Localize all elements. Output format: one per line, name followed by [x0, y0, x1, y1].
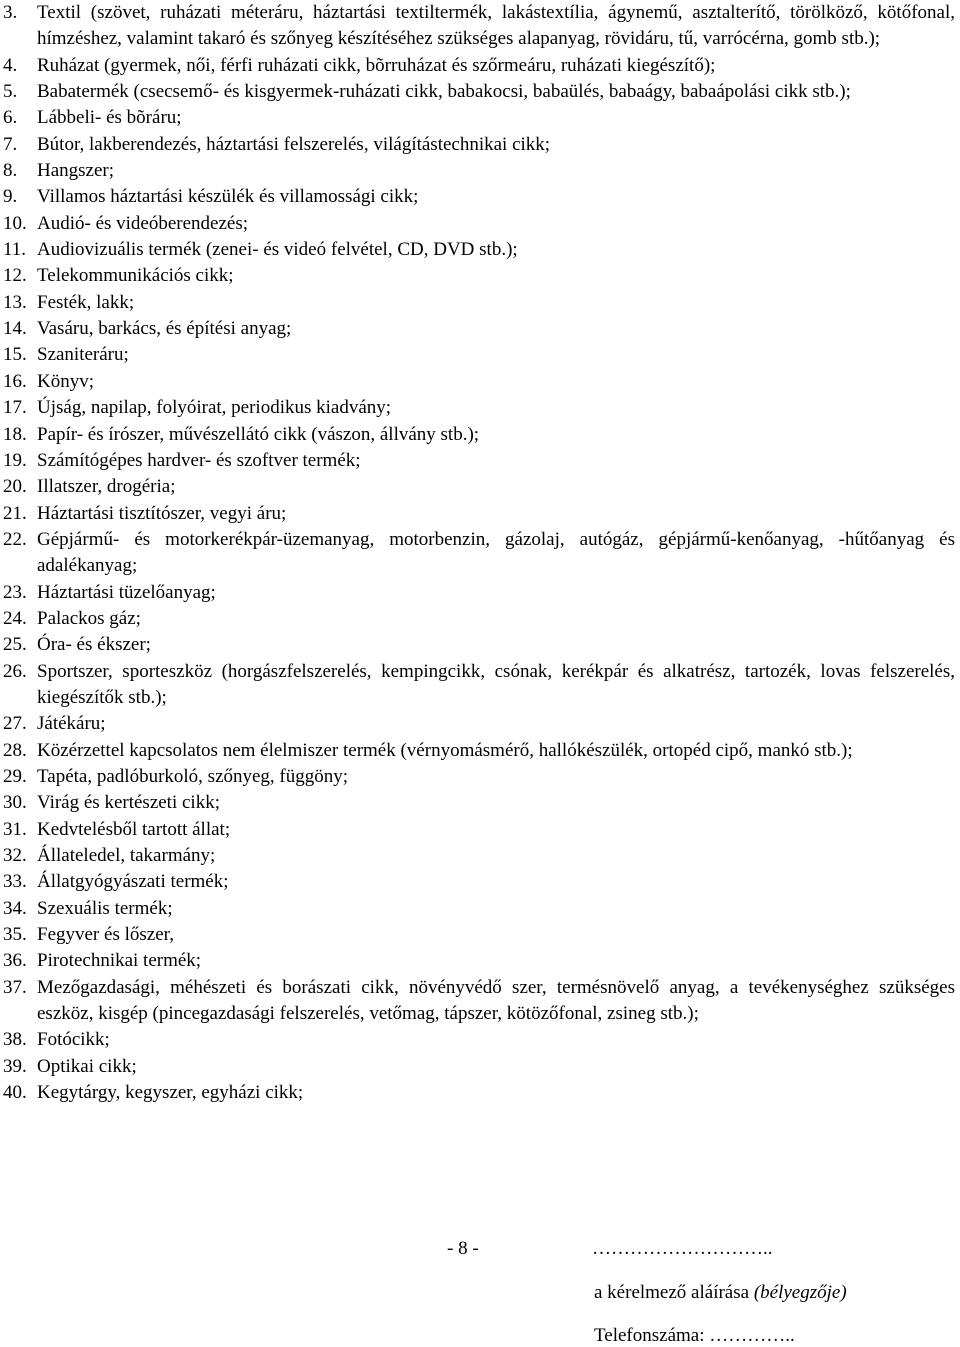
- list-item: [0, 1080, 960, 1106]
- list-item: [0, 369, 960, 395]
- list-item: [0, 948, 960, 974]
- list-item-number: 15.: [3, 344, 27, 366]
- list-item-text: Háztartási tisztítószer, vegyi áru;: [37, 502, 287, 524]
- list-item-text: Gépjármű- és motorkerékpár-üzemanyag, motorbenzin, gázolaj, autógáz, gépjármű-kenőanyag, -hűtőanyag és adalékanyag;: [37, 528, 955, 577]
- list-item-number: 23.: [3, 581, 27, 603]
- list-item-number: 19.: [3, 449, 27, 471]
- list-item-number: 10.: [3, 212, 27, 234]
- list-item-text: Játékáru;: [37, 713, 106, 735]
- list-item-text: Háztartási tüzelőanyag;: [37, 581, 216, 603]
- list-item-text: Optikai cikk;: [37, 1055, 137, 1077]
- list-item: [0, 790, 960, 816]
- list-item-text: Számítógépes hardver- és szoftver termék;: [37, 449, 361, 471]
- list-item-text: Könyv;: [37, 370, 94, 392]
- list-item-text: Óra- és ékszer;: [37, 634, 151, 656]
- list-item-text: Állatgyógyászati termék;: [37, 871, 229, 893]
- list-item-number: 21.: [3, 502, 27, 524]
- list-item-number: 28.: [3, 739, 27, 761]
- list-item: [0, 132, 960, 158]
- list-item-number: 16.: [3, 370, 27, 392]
- list-item: [0, 975, 960, 1028]
- list-item: [0, 869, 960, 895]
- list-item: [0, 659, 960, 712]
- list-item-number: 6.: [3, 107, 18, 129]
- list-item-text: Babatermék (csecsemő- és kisgyermek-ruházati cikk, babakocsi, babaülés, babaágy, babaápolási cikk stb.);: [37, 81, 851, 103]
- list-item: [0, 448, 960, 474]
- list-item-text: Illatszer, drogéria;: [37, 476, 176, 498]
- list-item-text: Kedvtelésből tartott állat;: [37, 818, 231, 840]
- list-item-number: 5.: [3, 81, 18, 103]
- list-item-text: Fegyver és lőszer,: [37, 924, 174, 946]
- list-item: [0, 290, 960, 316]
- list-item: [0, 211, 960, 237]
- list-item-text: Audió- és videóberendezés;: [37, 212, 249, 234]
- list-item-number: 36.: [3, 950, 27, 972]
- list-item-text: Szexuális termék;: [37, 897, 173, 919]
- list-item-number: 20.: [3, 476, 27, 498]
- list-item: [0, 606, 960, 632]
- list-item-text: Virág és kertészeti cikk;: [37, 792, 220, 814]
- list-item-number: 39.: [3, 1055, 27, 1077]
- list-item-number: 40.: [3, 1082, 27, 1104]
- list-item-text: Állateledel, takarmány;: [37, 845, 216, 866]
- stamp-label: (bélyegzője): [753, 1282, 847, 1303]
- list-item-text: Telekommunikációs cikk;: [37, 265, 234, 287]
- list-item: [0, 580, 960, 606]
- signature-line: ………………………..: [592, 1238, 773, 1259]
- list-item-number: 27.: [3, 713, 27, 735]
- list-item-text: Sportszer, sporteszköz (horgászfelszerelés, kempingcikk, csónak, kerékpár és alkatrész, tartozék, lovas felszerelés, kiegészítők stb.);: [37, 660, 955, 708]
- list-item-text: Hangszer;: [37, 160, 115, 182]
- list-item-number: 32.: [3, 845, 27, 866]
- list-item: [0, 527, 960, 580]
- list-item: [0, 896, 960, 922]
- page-number: - 8 -: [447, 1238, 479, 1259]
- list-item: [0, 316, 960, 342]
- signature-caption: [594, 1280, 847, 1306]
- list-item-text: Palackos gáz;: [37, 607, 141, 629]
- list-item: [0, 79, 960, 105]
- list-item-number: 26.: [3, 660, 27, 682]
- list-item: [0, 817, 960, 843]
- list-item-number: 18.: [3, 423, 27, 445]
- list-item-text: Ruházat (gyermek, női, férfi ruházati cikk, bõrruházat és szőrmeáru, ruházati kiegészítő);: [37, 54, 716, 76]
- list-item: [0, 843, 960, 869]
- list-item-number: 29.: [3, 765, 27, 787]
- list-item-number: 33.: [3, 871, 27, 893]
- list-item: [0, 422, 960, 448]
- list-item-text: Mezőgazdasági, méhészeti és borászati cikk, növényvédő szer, termésnövelő anyag, a tevékenységhez szükséges eszköz, kisgép (pincegazdasági felszerelés, vetőmag, tápszer, kötözőfonal, zsineg stb.);: [37, 976, 955, 1025]
- list-item-number: 37.: [3, 976, 27, 998]
- list-item: [0, 105, 960, 131]
- list-item-number: 14.: [3, 318, 27, 340]
- list-item: [0, 711, 960, 737]
- list-item-text: Festék, lakk;: [37, 291, 135, 313]
- list-item-number: 4.: [3, 54, 18, 76]
- phone-field: Telefonszáma: …………..: [594, 1325, 795, 1346]
- list-item-number: 24.: [3, 607, 27, 629]
- list-item: [0, 922, 960, 948]
- list-item-number: 13.: [3, 291, 27, 313]
- list-item-number: 30.: [3, 792, 27, 814]
- list-item-number: 31.: [3, 818, 27, 840]
- list-item-number: 25.: [3, 634, 27, 656]
- list-item-number: 3.: [3, 2, 18, 23]
- list-item-text: Lábbeli- és bõráru;: [37, 107, 182, 129]
- list-item: [0, 0, 960, 53]
- list-item: [0, 237, 960, 263]
- signature-label: a kérelmező aláírása: [594, 1282, 750, 1303]
- list-item-text: Villamos háztartási készülék és villamossági cikk;: [37, 186, 419, 208]
- list-item-text: Szaniteráru;: [37, 344, 129, 366]
- list-item-number: 22.: [3, 528, 27, 550]
- list-item: [0, 184, 960, 210]
- list-item: [0, 395, 960, 421]
- list-item: [0, 158, 960, 184]
- list-item-number: 8.: [3, 160, 18, 182]
- list-item: [0, 1027, 960, 1053]
- list-item-text: Pirotechnikai termék;: [37, 950, 202, 972]
- list-item-number: 9.: [3, 186, 18, 208]
- list-item-text: Vasáru, barkács, és építési anyag;: [37, 318, 292, 340]
- list-item-text: Közérzettel kapcsolatos nem élelmiszer termék (vérnyomásmérő, hallókészülék, ortopéd cipő, mankó stb.);: [37, 739, 853, 761]
- list-item-text: Fotócikk;: [37, 1029, 110, 1051]
- list-item: [0, 474, 960, 500]
- list-item-text: Kegytárgy, kegyszer, egyházi cikk;: [37, 1082, 304, 1104]
- list-item-text: Papír- és írószer, művészellátó cikk (vászon, állvány stb.);: [37, 423, 480, 445]
- list-item: [0, 53, 960, 79]
- list-item-number: 11.: [3, 239, 27, 261]
- list-item-number: 12.: [3, 265, 27, 287]
- list-item: [0, 632, 960, 658]
- list-item-number: 7.: [3, 133, 18, 155]
- list-item: [0, 738, 960, 764]
- list-item-text: Bútor, lakberendezés, háztartási felszerelés, világítástechnikai cikk;: [37, 133, 551, 155]
- list-item-number: 38.: [3, 1029, 27, 1051]
- list-item: [0, 1054, 960, 1080]
- list-item: [0, 764, 960, 790]
- list-item-text: Tapéta, padlóburkoló, szőnyeg, függöny;: [37, 765, 349, 787]
- list-item-text: Újság, napilap, folyóirat, periodikus kiadvány;: [37, 397, 392, 419]
- list-item-number: 35.: [3, 924, 27, 946]
- list-item-text: Textil (szövet, ruházati méteráru, háztartási textiltermék, lakástextília, ágynemű, asztalterítő, törölköző, kötőfonal, hímzéshez, valamint takaró és szőnyeg készítéséhez szükséges alapanyag, rövidáru, tű, varrócérna, gomb stb.);: [37, 2, 955, 50]
- list-item: [0, 263, 960, 289]
- list-item-text: Audiovizuális termék (zenei- és videó felvétel, CD, DVD stb.);: [37, 239, 518, 261]
- list-item-number: 17.: [3, 397, 27, 419]
- list-item: [0, 501, 960, 527]
- list-item: [0, 342, 960, 368]
- list-item-number: 34.: [3, 897, 27, 919]
